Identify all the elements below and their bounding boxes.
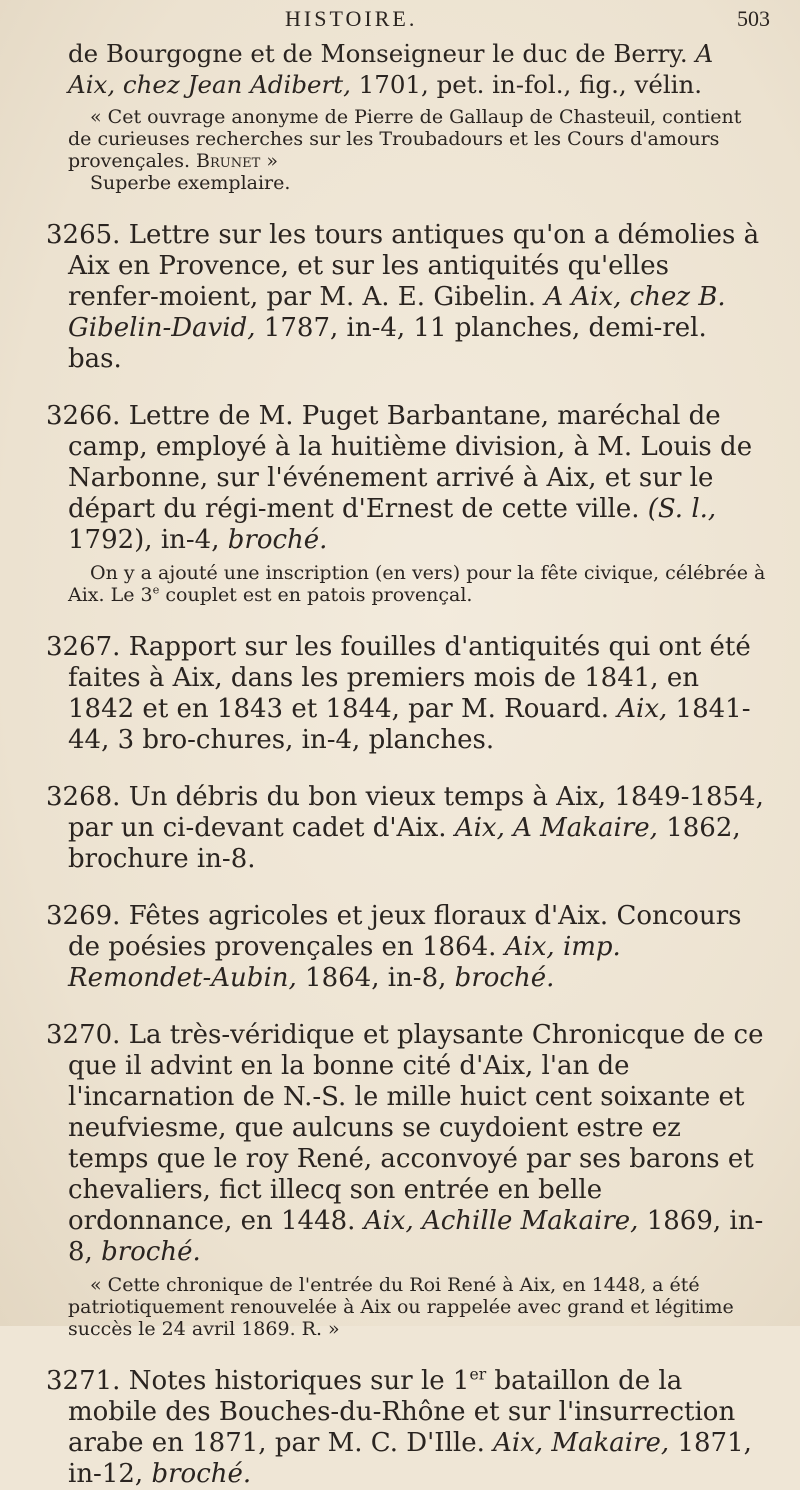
entry-superscript: er — [469, 1365, 487, 1384]
entry-imprint: Aix, — [617, 694, 668, 724]
entry-title: Rapport sur les fouilles d'antiquités qui ont été faites à Aix, dans les premiers mois de 1841, en 1842 et en 1843 et 1844, par M. Rouard. — [68, 632, 751, 724]
entry-details: 1864, in-8, — [296, 963, 455, 993]
entry-3266 — [46, 401, 766, 606]
note-superscript: e — [152, 582, 160, 597]
entry-binding: broché. — [151, 1459, 252, 1489]
entry-title-continued: bataillon de la mobile des Bouches-du-Rhône et sur l'insurrection arabe en 1871, par M. C. D'Ille. — [68, 1366, 736, 1458]
running-title: HISTOIRE. — [285, 6, 418, 31]
note-text: « Cette chronique de l'entrée du Roi René à Aix, en 1448, a été patriotiquement renouvelée à Aix ou rappelée avec grand et légitime succès le 24 avril 1869. R. » — [68, 1274, 734, 1340]
entry-title: Notes historiques sur le 1 — [120, 1366, 470, 1396]
running-head — [0, 6, 800, 36]
entry-number: 3268. — [46, 782, 121, 812]
note-end: couplet est en patois provençal. — [159, 584, 473, 606]
entry-details: 1841-44, 3 bro-chures, in-4, planches. — [68, 694, 751, 755]
entry-title: Fêtes agricoles et jeux floraux d'Aix. Concours de poésies provençales en 1864. — [68, 901, 742, 962]
entry-imprint: A Aix, chez Jean Adibert, — [68, 39, 714, 99]
entry-text — [46, 38, 766, 100]
entry-title: Lettre sur les tours antiques qu'on a démolies à Aix en Provence, et sur les antiquités qu'elles renfer-moient, par M. A. E. Gibelin. — [68, 220, 760, 312]
entry-text — [46, 401, 766, 556]
entry-imprint: Aix, Makaire, — [493, 1428, 670, 1458]
entry-title: Un débris du bon vieux temps à Aix, 1849-1854, par un ci-devant cadet d'Aix. — [68, 782, 764, 843]
entry-3268 — [46, 782, 766, 875]
entry-imprint: A Aix, chez B. Gibelin-David, — [68, 282, 726, 343]
entry-note — [46, 106, 766, 194]
entry-binding: broché. — [227, 525, 328, 555]
entry-continued — [46, 38, 766, 194]
entry-details: 1871, in-12, — [68, 1428, 752, 1489]
entry-number: 3270. — [46, 1020, 121, 1050]
entry-note — [46, 562, 766, 606]
entry-title: de Bourgogne et de Monseigneur le duc de Berry. — [68, 39, 688, 68]
entry-number: 3267. — [46, 632, 121, 662]
note-text: On y a ajouté une inscription (en vers) pour la fête civique, célébrée à Aix. Le 3 — [68, 562, 766, 606]
entry-details: 1701, pet. in-fol., fig., vélin. — [350, 70, 703, 99]
entry-note — [46, 1274, 766, 1340]
note-extra: Superbe exemplaire. — [90, 172, 291, 194]
entry-number: 3271. — [46, 1366, 121, 1396]
entry-number: 3266. — [46, 401, 121, 431]
entry-imprint: Aix, A Makaire, — [454, 813, 658, 843]
entry-title: Lettre de M. Puget Barbantane, maréchal de camp, employé à la huitième division, à M. Louis de Narbonne, sur l'événement arrivé à Aix, et sur le départ du régi-ment d'Ernest de cette ville. — [68, 401, 753, 524]
entry-details: 1869, in-8, — [68, 1206, 764, 1267]
entry-text — [46, 1020, 766, 1268]
page-number: 503 — [737, 6, 770, 31]
page-content — [46, 38, 766, 1490]
entry-title: La très-véridique et playsante Chronicque de ce que il advint en la bonne cité d'Aix, l'an de l'incarnation de N.-S. le mille huict cent soixante et neufviesme, que aulcuns se cuydoient estre ez temps que le roy René, acconvoyé par ses barons et chevaliers, fict illecq son entrée en belle ordonnance, en 1448. — [68, 1020, 764, 1236]
entry-details: 1862, brochure in-8. — [68, 813, 741, 874]
entry-imprint: Aix, Achille Makaire, — [363, 1206, 639, 1236]
entry-3270 — [46, 1020, 766, 1340]
entry-3269 — [46, 901, 766, 994]
entry-number: 3269. — [46, 901, 121, 931]
note-author: Brunet — [196, 150, 261, 172]
entry-details: 1787, in-4, 11 planches, demi-rel. bas. — [68, 313, 707, 374]
note-close: » — [260, 150, 278, 172]
entry-details: 1792), in-4, — [68, 525, 228, 555]
entry-imprint: (S. l., — [647, 494, 717, 524]
note-quote: « Cet ouvrage anonyme de Pierre de Gallaup de Chasteuil, contient de curieuses recherches sur les Troubadours et les Cours d'amours provençales. — [68, 106, 742, 172]
entry-3265 — [46, 220, 766, 375]
entry-3271 — [46, 1366, 766, 1490]
entry-imprint: Aix, imp. Remondet-Aubin, — [68, 932, 621, 993]
entry-binding: broché. — [101, 1237, 201, 1267]
entry-binding: broché. — [454, 963, 555, 993]
entry-3267 — [46, 632, 766, 756]
entry-number: 3265. — [46, 220, 121, 250]
